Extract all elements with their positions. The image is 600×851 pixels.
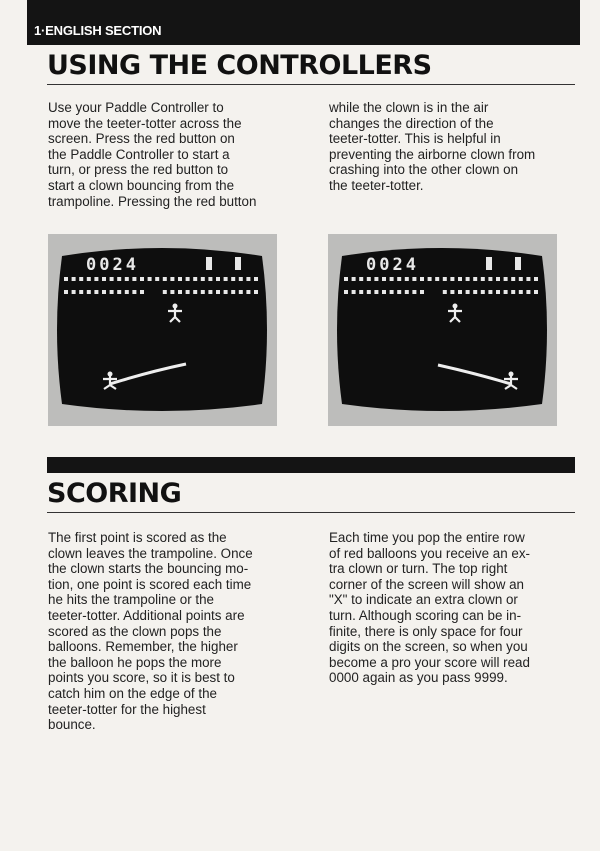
balloon — [504, 277, 508, 281]
balloon — [466, 277, 470, 281]
balloon — [458, 277, 462, 281]
text-line: catch him on the edge of the — [48, 685, 217, 701]
balloon — [443, 290, 447, 294]
balloon — [79, 290, 83, 294]
game-screen — [328, 234, 557, 426]
balloon — [110, 290, 114, 294]
text-line: teeter-totter for the highest — [48, 701, 206, 717]
text-line: turn. Although scoring can be in- — [329, 607, 522, 623]
balloon — [405, 277, 409, 281]
balloon — [526, 277, 530, 281]
controllers-text-right — [329, 100, 535, 194]
balloon — [420, 290, 424, 294]
game-screenshot-left — [48, 234, 277, 426]
balloon — [390, 277, 394, 281]
balloon — [519, 277, 523, 281]
balloon — [458, 290, 462, 294]
text-line: preventing the airborne clown from — [329, 146, 536, 162]
balloon — [359, 277, 363, 281]
balloon — [367, 290, 371, 294]
text-line: "X" to indicate an extra clown or — [329, 592, 518, 608]
balloon — [163, 277, 167, 281]
text-line: digits on the screen, so when you — [329, 639, 528, 655]
balloon — [511, 277, 515, 281]
balloon — [481, 290, 485, 294]
balloon — [397, 277, 401, 281]
balloon — [140, 277, 144, 281]
balloon — [496, 290, 500, 294]
text-line: become a pro your score will read — [329, 654, 530, 670]
balloon — [397, 290, 401, 294]
scoring-rule — [47, 512, 575, 513]
text-line: clown leaves the trampoline. Once — [48, 545, 253, 561]
balloon — [117, 277, 121, 281]
divider-bar — [47, 457, 575, 473]
balloon — [102, 277, 106, 281]
controllers-heading: USING THE CONTROLLERS — [47, 50, 432, 81]
text-line: scored as the clown pops the — [48, 623, 222, 639]
game-screenshot-right — [328, 234, 557, 426]
balloon — [428, 277, 432, 281]
balloon — [246, 290, 250, 294]
balloon — [352, 290, 356, 294]
balloon — [64, 290, 68, 294]
balloon — [79, 277, 83, 281]
balloon — [352, 277, 356, 281]
score-display: 0024 — [366, 255, 419, 275]
text-line: balloons. Remember, the higher — [48, 639, 238, 655]
balloon — [239, 290, 243, 294]
balloon — [511, 290, 515, 294]
balloon — [473, 277, 477, 281]
balloon — [412, 277, 416, 281]
balloon — [155, 277, 159, 281]
balloon — [374, 277, 378, 281]
balloon — [526, 290, 530, 294]
balloon — [466, 290, 470, 294]
text-line: he hits the trampoline or the — [48, 592, 214, 608]
balloon — [239, 277, 243, 281]
balloon — [170, 290, 174, 294]
text-line: points you score, so it is best to — [48, 670, 235, 686]
life-marker — [515, 257, 521, 270]
game-screen — [48, 234, 277, 426]
balloon — [125, 277, 129, 281]
text-line: start a clown bouncing from the — [48, 177, 235, 193]
balloon — [420, 277, 424, 281]
text-line: the Paddle Controller to start a — [48, 146, 230, 162]
balloon — [344, 277, 348, 281]
balloon — [201, 277, 205, 281]
balloon — [359, 290, 363, 294]
life-marker — [206, 257, 212, 270]
text-line: the teeter-totter. — [329, 177, 424, 193]
balloon — [94, 290, 98, 294]
balloon — [163, 290, 167, 294]
text-line: the balloon he pops the more — [48, 654, 222, 670]
text-line: Use your Paddle Controller to — [48, 100, 224, 115]
balloon — [148, 277, 152, 281]
text-line: screen. Press the red button on — [48, 131, 235, 147]
scoring-text-right — [329, 530, 530, 686]
text-line: while the clown is in the air — [329, 100, 489, 115]
text-line: Each time you pop the entire row — [329, 530, 525, 545]
balloon — [246, 277, 250, 281]
balloon — [87, 277, 91, 281]
balloon — [102, 290, 106, 294]
text-line: teeter-totter. This is helpful in — [329, 131, 501, 147]
balloon — [178, 277, 182, 281]
balloon — [132, 277, 136, 281]
balloon — [519, 290, 523, 294]
balloon — [481, 277, 485, 281]
text-line: tion, one point is scored each time — [48, 576, 252, 592]
scoring-heading: SCORING — [47, 478, 182, 509]
balloon — [208, 290, 212, 294]
score-display: 0024 — [86, 255, 139, 275]
controllers-text-left — [48, 100, 256, 209]
balloon — [504, 290, 508, 294]
balloon — [94, 277, 98, 281]
text-line: move the teeter-totter across the — [48, 115, 242, 131]
balloon — [178, 290, 182, 294]
balloon — [216, 277, 220, 281]
balloon — [534, 290, 538, 294]
balloon — [231, 290, 235, 294]
balloon — [496, 277, 500, 281]
balloon — [534, 277, 538, 281]
text-line: turn, or press the red button to — [48, 162, 229, 178]
balloon — [450, 290, 454, 294]
balloon — [193, 277, 197, 281]
balloon — [367, 277, 371, 281]
balloon — [488, 277, 492, 281]
text-line: bounce. — [48, 717, 96, 733]
balloon — [208, 277, 212, 281]
balloon — [132, 290, 136, 294]
scoring-text-left — [48, 530, 253, 733]
life-marker — [486, 257, 492, 270]
balloon — [488, 290, 492, 294]
balloon — [201, 290, 205, 294]
balloon — [72, 290, 76, 294]
balloon — [254, 290, 258, 294]
balloon — [382, 290, 386, 294]
balloon — [450, 277, 454, 281]
balloon — [412, 290, 416, 294]
text-line: tra clown or turn. The top right — [329, 561, 508, 577]
text-line: changes the direction of the — [329, 115, 494, 131]
balloon — [254, 277, 258, 281]
balloon — [435, 277, 439, 281]
balloon — [344, 290, 348, 294]
balloon — [224, 277, 228, 281]
balloon — [405, 290, 409, 294]
text-line: of red balloons you receive an ex- — [329, 545, 530, 561]
balloon — [186, 277, 190, 281]
balloon — [87, 290, 91, 294]
text-line: teeter-totter. Additional points are — [48, 607, 245, 623]
text-line: The first point is scored as the — [48, 530, 227, 545]
balloon — [216, 290, 220, 294]
text-line: finite, there is only space for four — [329, 623, 523, 639]
balloon — [382, 277, 386, 281]
balloon — [374, 290, 378, 294]
balloon — [443, 277, 447, 281]
balloon — [64, 277, 68, 281]
text-line: 0000 again as you pass 9999. — [329, 670, 508, 686]
text-line: trampoline. Pressing the red button — [48, 193, 257, 209]
text-line: corner of the screen will show an — [329, 576, 525, 592]
balloon — [193, 290, 197, 294]
balloon — [224, 290, 228, 294]
balloon — [140, 290, 144, 294]
balloon — [110, 277, 114, 281]
balloon — [117, 290, 121, 294]
text-line: crashing into the other clown on — [329, 162, 519, 178]
balloon — [473, 290, 477, 294]
balloon — [231, 277, 235, 281]
balloon — [170, 277, 174, 281]
text-line: the clown starts the bouncing mo- — [48, 561, 249, 577]
balloon — [390, 290, 394, 294]
controllers-rule — [47, 84, 575, 85]
section-label: 1·ENGLISH SECTION — [34, 23, 162, 38]
balloon — [72, 277, 76, 281]
balloon — [125, 290, 129, 294]
balloon — [186, 290, 190, 294]
life-marker — [235, 257, 241, 270]
